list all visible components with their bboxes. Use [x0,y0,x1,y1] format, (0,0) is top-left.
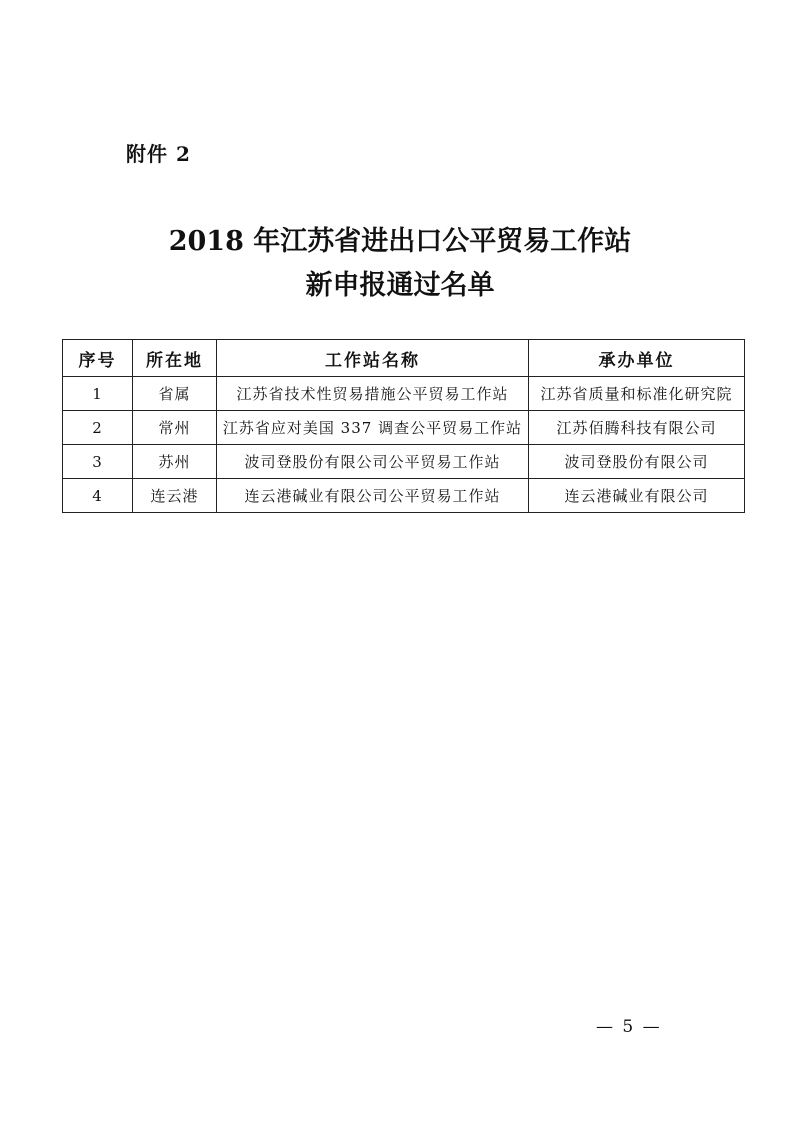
table-row [63,411,745,445]
attachment-label: 附件 2 [126,142,191,166]
cell-serial-number: 3 [63,445,133,479]
document-title-line-2: 新申报通过名单 [305,270,495,301]
cell-location: 苏州 [133,445,217,479]
cell-location: 常州 [133,411,217,445]
table-row [63,445,745,479]
cell-host-organization: 江苏省质量和标准化研究院 [529,377,745,411]
header-location: 所在地 [133,340,217,377]
cell-serial-number: 1 [63,377,133,411]
cell-station-name: 波司登股份有限公司公平贸易工作站 [217,445,529,479]
cell-station-name: 江苏省技术性贸易措施公平贸易工作站 [217,377,529,411]
station-list-table [62,339,745,513]
cell-location: 省属 [133,377,217,411]
page-number: — 5 — [596,1017,662,1037]
header-station-name: 工作站名称 [217,340,529,377]
cell-host-organization: 连云港碱业有限公司 [529,479,745,513]
table-row [63,479,745,513]
cell-station-name: 江苏省应对美国 337 调查公平贸易工作站 [217,411,529,445]
header-host-organization: 承办单位 [529,340,745,377]
cell-serial-number: 4 [63,479,133,513]
table-header-row [63,340,745,377]
header-serial-number: 序号 [63,340,133,377]
document-title-line-1: 2018 年江苏省进出口公平贸易工作站 [168,226,632,257]
cell-location: 连云港 [133,479,217,513]
cell-host-organization: 江苏佰腾科技有限公司 [529,411,745,445]
cell-station-name: 连云港碱业有限公司公平贸易工作站 [217,479,529,513]
cell-serial-number: 2 [63,411,133,445]
cell-host-organization: 波司登股份有限公司 [529,445,745,479]
table-row [63,377,745,411]
